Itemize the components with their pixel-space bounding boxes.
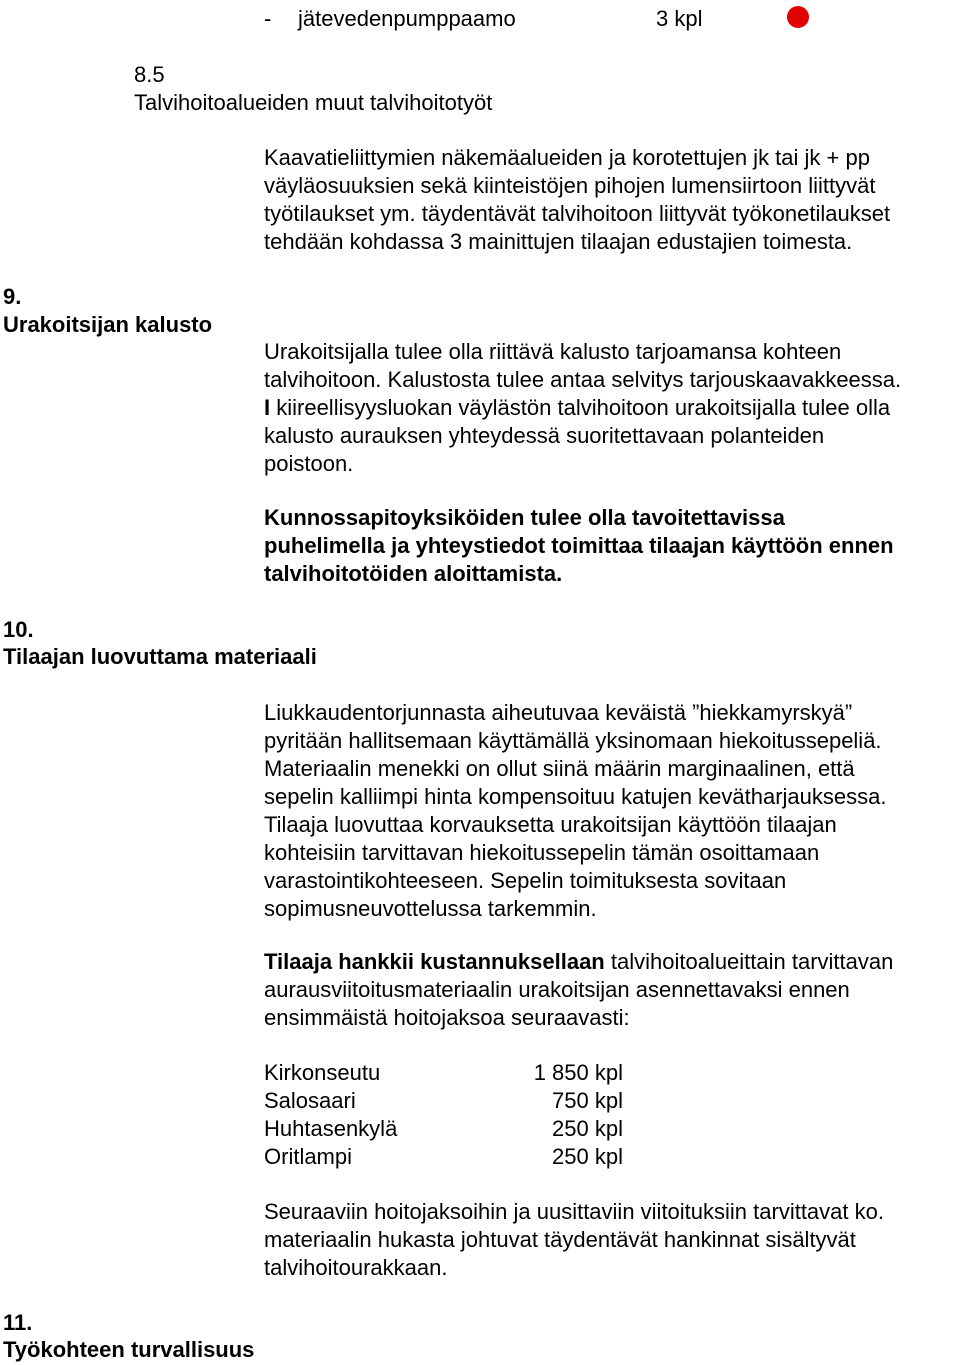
area-quantity: 1 850 kpl bbox=[533, 1060, 623, 1085]
section-number: 10. bbox=[3, 617, 34, 642]
paragraph-line bbox=[264, 948, 958, 976]
list-item-count: 3 kpl bbox=[656, 6, 703, 31]
paragraph-line: talvihoitotöiden aloittamista. bbox=[264, 561, 563, 586]
section-title: Urakoitsijan kalusto bbox=[3, 312, 213, 337]
paragraph-line: Urakoitsijalla tulee olla riittävä kalusto tarjoamansa kohteen bbox=[264, 339, 842, 364]
paragraph-line: varastointikohteeseen. Sepelin toimituksesta sovitaan bbox=[264, 868, 787, 893]
paragraph-line: Materiaalin menekki on ollut siinä määrin marginaalinen, että bbox=[264, 756, 855, 781]
area-name: Kirkonseutu bbox=[264, 1060, 381, 1085]
marker-material-paragraph bbox=[264, 948, 958, 1032]
section-number: 9. bbox=[3, 284, 22, 309]
paragraph-line: Tilaaja luovuttaa korvauksetta urakoitsijan käyttöön tilaajan bbox=[264, 812, 837, 837]
paragraph-line: kohteisiin tarvittavan hiekoitussepelin tämän osoittamaan bbox=[264, 840, 820, 865]
paragraph-line: aurausviitoitusmateriaalin urakoitsijan asennettavaksi ennen bbox=[264, 977, 850, 1002]
subsection-number: 8.5 bbox=[134, 62, 165, 87]
area-quantity: 250 kpl bbox=[552, 1116, 623, 1141]
area-quantity: 750 kpl bbox=[552, 1088, 623, 1113]
supplementary-paragraph bbox=[264, 1198, 958, 1282]
paragraph-line: talvihoitourakkaan. bbox=[264, 1255, 448, 1280]
paragraph-line: pyritään hallitsemaan käyttämällä yksinomaan hiekoitussepeliä. bbox=[264, 728, 882, 753]
material-paragraph bbox=[264, 699, 958, 923]
paragraph-emphasis: Tilaaja hankkii kustannuksellaan bbox=[264, 949, 605, 974]
subsection-title: Talvihoitoalueiden muut talvihoitotyöt bbox=[134, 90, 493, 115]
paragraph-line: sepelin kalliimpi hinta kompensoituu katujen kevätharjauksessa. bbox=[264, 784, 887, 809]
priority-class-mark: I bbox=[264, 395, 271, 420]
paragraph-line: työtilaukset ym. täydentävät talvihoitoon liittyvät työkonetilaukset bbox=[264, 201, 891, 226]
area-name: Salosaari bbox=[264, 1088, 356, 1113]
paragraph-line: poistoon. bbox=[264, 451, 354, 476]
paragraph-line: ensimmäistä hoitojaksoa seuraavasti: bbox=[264, 1005, 630, 1030]
area-name: Oritlampi bbox=[264, 1144, 353, 1169]
red-dot-marker bbox=[787, 6, 809, 28]
contact-requirement-paragraph bbox=[264, 504, 958, 588]
area-quantity: 250 kpl bbox=[552, 1144, 623, 1169]
winter-work-paragraph bbox=[264, 144, 958, 256]
paragraph-line: puhelimella ja yhteystiedot toimittaa tilaajan käyttöön ennen bbox=[264, 533, 894, 558]
equipment-paragraph bbox=[264, 338, 958, 478]
area-name: Huhtasenkylä bbox=[264, 1116, 398, 1141]
paragraph-line-rest: talvihoitoalueittain tarvittavan bbox=[604, 949, 894, 974]
paragraph-line: väyläosuuksien sekä kiinteistöjen pihojen lumensiirtoon liittyvät bbox=[264, 173, 876, 198]
section-title: Tilaajan luovuttama materiaali bbox=[3, 644, 317, 669]
paragraph-line: sopimusneuvottelussa tarkemmin. bbox=[264, 896, 597, 921]
paragraph-line: Seuraaviin hoitojaksoihin ja uusittaviin viitoituksiin tarvittavat ko. bbox=[264, 1199, 884, 1224]
paragraph-line: Kaavatieliittymien näkemäalueiden ja korotettujen jk tai jk + pp bbox=[264, 145, 870, 170]
list-dash: - bbox=[264, 6, 272, 31]
paragraph-line bbox=[264, 394, 958, 422]
paragraph-line: tehdään kohdassa 3 mainittujen tilaajan edustajien toimesta. bbox=[264, 229, 853, 254]
paragraph-line-rest: kiireellisyysluokan väylästön talvihoitoon urakoitsijalla tulee olla bbox=[270, 395, 891, 420]
list-item-label: jätevedenpumppaamo bbox=[298, 6, 516, 31]
section-title: Työkohteen turvallisuus bbox=[3, 1337, 255, 1362]
paragraph-line: Liukkaudentorjunnasta aiheutuvaa keväistä ”hiekkamyrskyä” bbox=[264, 700, 853, 725]
paragraph-line: talvihoitoon. Kalustosta tulee antaa selvitys tarjouskaavakkeessa. bbox=[264, 367, 902, 392]
paragraph-line: Kunnossapitoyksiköiden tulee olla tavoitettavissa bbox=[264, 505, 785, 530]
section-number: 11. bbox=[3, 1310, 33, 1335]
paragraph-line: materiaalin hukasta johtuvat täydentävät hankinnat sisältyvät bbox=[264, 1227, 856, 1252]
paragraph-line: kalusto aurauksen yhteydessä suoritettavaan polanteiden bbox=[264, 423, 825, 448]
